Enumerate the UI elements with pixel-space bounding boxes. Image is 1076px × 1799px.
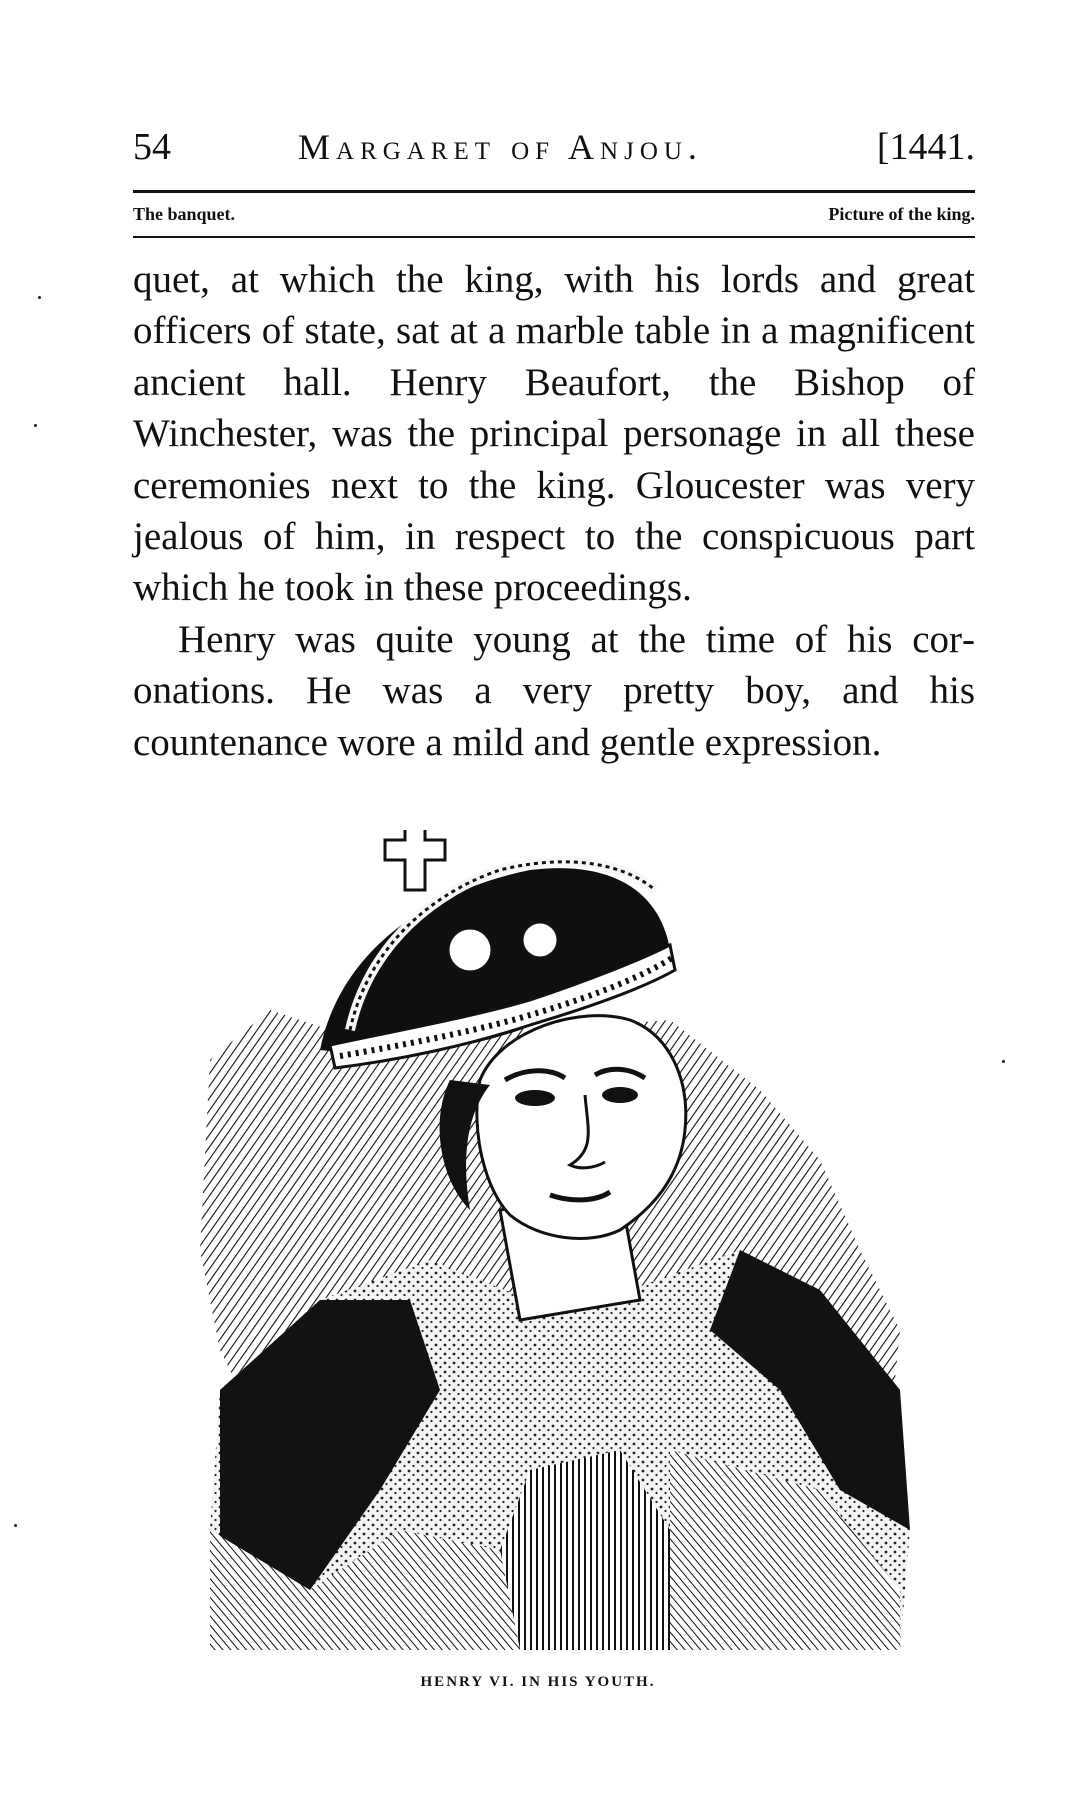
left-eye: [515, 1090, 555, 1106]
sidenote-left: The banquet.: [133, 204, 236, 224]
page-speck: [14, 1524, 17, 1527]
page-header: [133, 122, 975, 172]
body-text: [133, 254, 975, 768]
paragraph: Henry was quite young at the time of his coronations. He was a very pretty boy, and his countenance wore a mild and gentle expression.: [133, 617, 975, 764]
paragraph: quet, at which the king, with his lords and great officers of state, sat at a marble table in a magnificent ancient hall. Henry Beaufort, the Bishop of Winchester, was the principal personage in all these ceremonies next to the king. Gloucester was very jealous of him, in respect to the conspicuous part which he took in these proceedings.: [133, 258, 975, 610]
portrait-engraving: [200, 830, 920, 1650]
engraving-figure: [200, 830, 920, 1650]
figure-caption: HENRY VI. IN HIS YOUTH.: [420, 1674, 656, 1690]
page-speck: [38, 296, 41, 299]
header-rule-bottom: [133, 236, 975, 238]
page-number: 54: [133, 126, 171, 168]
crown-cross: [385, 830, 445, 890]
running-title: Margaret of Anjou.: [298, 127, 703, 167]
sidenote-right: Picture of the king.: [828, 204, 975, 224]
page-speck: [1002, 1060, 1005, 1063]
header-rule-top: [133, 190, 975, 193]
header-year: [1441.: [876, 126, 975, 168]
right-eye: [602, 1087, 638, 1103]
page-speck: [34, 424, 37, 427]
